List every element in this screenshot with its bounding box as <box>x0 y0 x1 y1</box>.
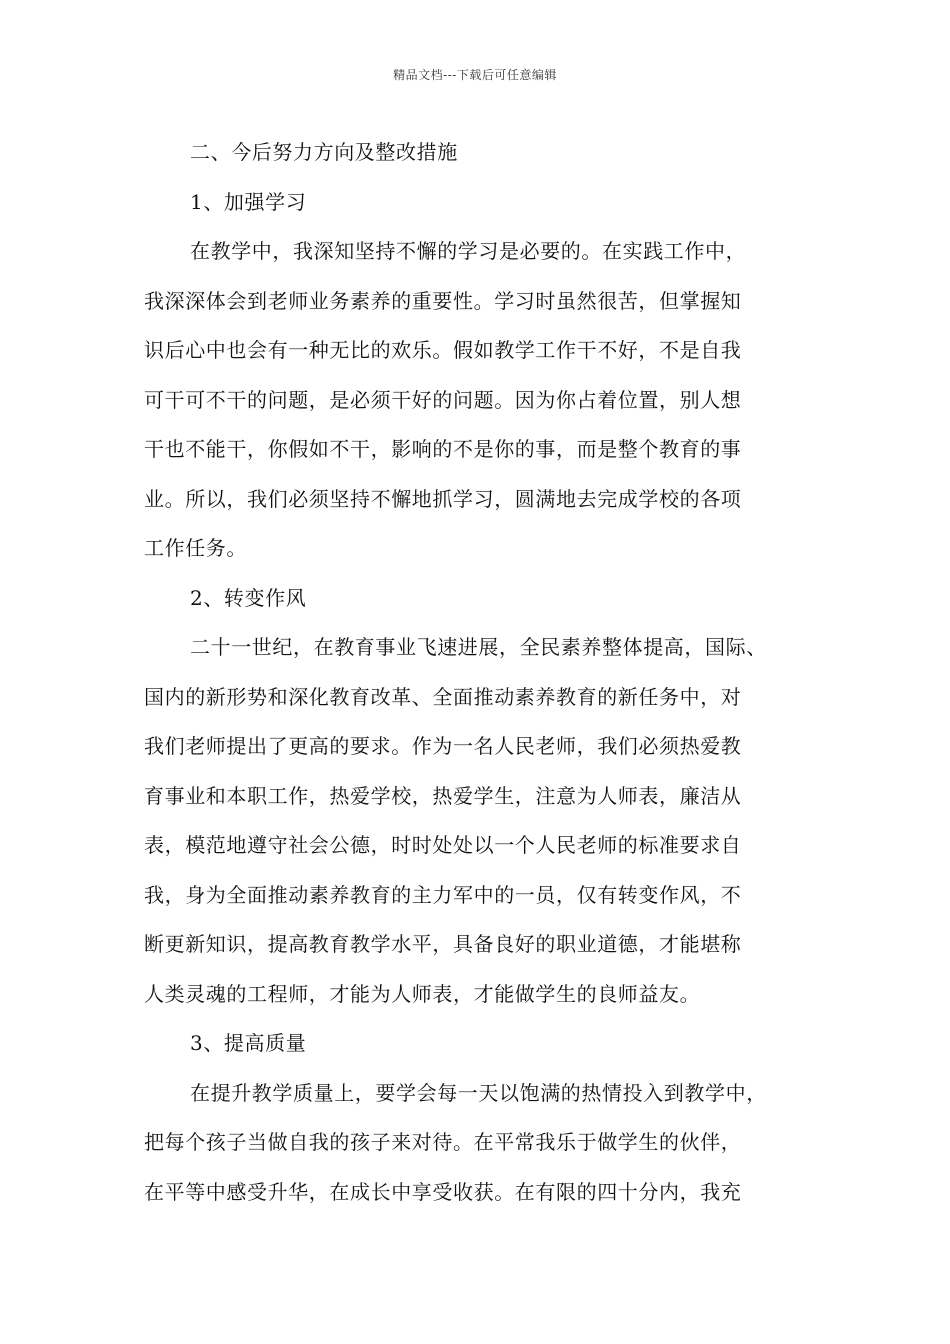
paragraph-line: 我，身为全面推动素养教育的主力军中的一员，仅有转变作风，不 <box>144 882 742 907</box>
paragraph-line: 可干可不干的问题，是必须干好的问题。因为你占着位置，别人想 <box>144 387 742 412</box>
subsection-heading-quality: 3、提高质量 <box>190 1031 307 1055</box>
paragraph-line: 我们老师提出了更高的要求。作为一名人民老师，我们必须热爱教 <box>144 734 742 758</box>
paragraph-line: 在平等中感受升华，在成长中享受收获。在有限的四十分内，我充 <box>144 1179 742 1204</box>
paragraph-line: 断更新知识，提高教育教学水平，具备良好的职业道德，才能堪称 <box>144 932 742 956</box>
paragraph-line: 识后心中也会有一种无比的欢乐。假如教学工作干不好，不是自我 <box>144 338 742 362</box>
paragraph-line: 工作任务。 <box>144 536 247 560</box>
subsection-heading-style: 2、转变作风 <box>190 585 307 610</box>
paragraph-line: 国内的新形势和深化教育改革、全面推动素养教育的新任务中，对 <box>144 684 742 709</box>
paragraph-line: 干也不能干，你假如不干，影响的不是你的事，而是整个教育的事 <box>144 437 742 461</box>
paragraph-line: 表，模范地遵守社会公德，时时处处以一个人民老师的标准要求自 <box>144 833 742 857</box>
paragraph-line: 把每个孩子当做自我的孩子来对待。在平常我乐于做学生的伙伴， <box>144 1130 742 1154</box>
paragraph-line: 在教学中，我深知坚持不懈的学习是必要的。在实践工作中， <box>190 239 747 263</box>
paragraph-line: 我深深体会到老师业务素养的重要性。学习时虽然很苦，但掌握知 <box>144 288 742 313</box>
paragraph-line: 在提升教学质量上，要学会每一天以饱满的热情投入到教学中， <box>190 1080 767 1105</box>
document-body <box>144 133 812 1222</box>
paragraph-line: 育事业和本职工作，热爱学校，热爱学生，注意为人师表，廉洁从 <box>144 783 742 808</box>
paragraph-line: 业。所以，我们必须坚持不懈地抓学习，圆满地去完成学校的各项 <box>144 486 742 511</box>
subsection-heading-study: 1、加强学习 <box>190 189 307 214</box>
paragraph-line: 人类灵魂的工程师，才能为人师表，才能做学生的良师益友。 <box>144 981 701 1006</box>
paragraph-line: 二十一世纪，在教育事业飞速进展，全民素养整体提高，国际、 <box>190 635 767 659</box>
section-heading: 二、今后努力方向及整改措施 <box>190 140 458 164</box>
page-header: 精品文档---下载后可任意编辑 <box>393 68 557 82</box>
